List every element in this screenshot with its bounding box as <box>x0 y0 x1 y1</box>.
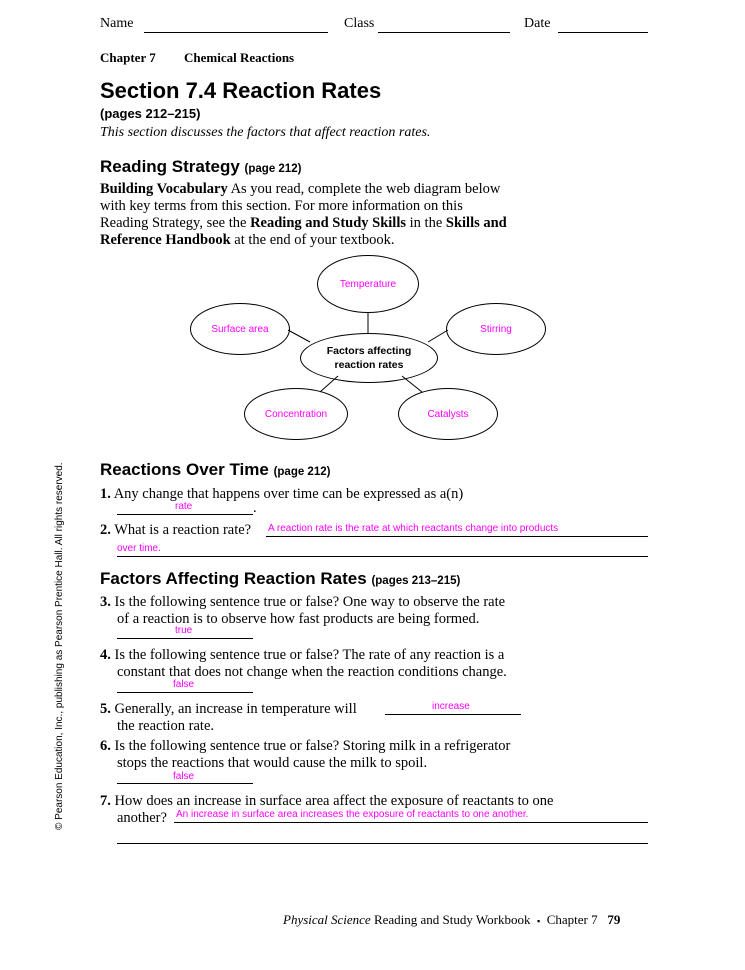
node-catalysts-label: Catalysts <box>427 408 469 420</box>
section-pages: (pages 212–215) <box>100 106 201 121</box>
question-1 <box>100 486 463 503</box>
q2-answer-line-1[interactable] <box>266 536 648 537</box>
q7-number: 7. <box>100 793 111 809</box>
node-temperature[interactable] <box>317 255 419 313</box>
q6-answer-line[interactable] <box>117 783 253 784</box>
q4-answer: false <box>173 679 195 690</box>
q5-answer: increase <box>432 701 470 712</box>
question-5 <box>100 701 357 735</box>
section-title: Section 7.4 Reaction Rates <box>100 78 382 103</box>
rot-title: Reactions Over Time <box>100 460 269 479</box>
question-3 <box>100 594 505 628</box>
factors-heading <box>100 569 460 589</box>
node-temperature-label: Temperature <box>339 278 397 290</box>
reading-strategy-title: Reading Strategy <box>100 157 240 176</box>
q5-number: 5. <box>100 701 111 717</box>
q7-line2: another? <box>117 810 167 826</box>
q4-line1: Is the following sentence true or false? The rate of any reaction is a <box>114 647 505 663</box>
node-concentration[interactable] <box>244 388 348 440</box>
node-catalysts[interactable] <box>398 388 498 440</box>
page-footer <box>283 912 620 928</box>
node-stirring[interactable] <box>446 303 546 355</box>
question-2 <box>100 522 251 539</box>
q7-answer: An increase in surface area increases the exposure of reactants to one another. <box>176 809 529 820</box>
node-stirring-label: Stirring <box>480 323 512 335</box>
q2-answer-line-2[interactable] <box>117 556 648 557</box>
q6-answer: false <box>173 771 195 782</box>
class-label: Class <box>344 16 375 31</box>
q1-answer-line[interactable] <box>117 514 253 515</box>
factors-page-ref: (pages 213–215) <box>371 575 461 587</box>
rs-text2: with key terms from this section. For more information on this <box>100 198 463 214</box>
rs-bold3: Skills and <box>445 215 507 231</box>
q3-answer-line[interactable] <box>117 638 253 639</box>
q4-number: 4. <box>100 647 111 663</box>
q7-answer-line-1[interactable] <box>174 822 648 823</box>
q2-answer-2: over time. <box>117 543 161 554</box>
center-line2: reaction rates <box>334 359 404 371</box>
rs-text4: in the <box>409 215 443 231</box>
q6-line1: Is the following sentence true or false? Storing milk in a refrigerator <box>114 738 511 754</box>
copyright-notice: © Pearson Education, Inc., publishing as Pearson Prentice Hall. All rights reserved. <box>54 462 65 830</box>
node-surface-area-label: Surface area <box>211 323 269 335</box>
reactions-over-time-heading <box>100 460 330 480</box>
rs-bold2: Reading and Study Skills <box>250 215 407 231</box>
footer-bullet: ▪ <box>536 916 541 926</box>
node-center <box>300 333 438 383</box>
question-4 <box>100 647 507 681</box>
bold-lead: Building Vocabulary <box>100 181 228 197</box>
footer-book-italic: Physical Science <box>283 912 371 927</box>
node-center-label <box>327 344 412 372</box>
q4-answer-line[interactable] <box>117 692 253 693</box>
page-number: 79 <box>607 912 621 927</box>
q3-line2: of a reaction is to observe how fast products are being formed. <box>117 611 480 627</box>
factors-title: Factors Affecting Reaction Rates <box>100 569 367 588</box>
rs-text5: at the end of your textbook. <box>234 232 395 248</box>
node-concentration-label: Concentration <box>264 408 328 420</box>
q2-number: 2. <box>100 522 111 538</box>
question-6 <box>100 738 510 772</box>
q1-text: Any change that happens over time can be expressed as a(n) <box>113 486 464 502</box>
rs-bold4: Reference Handbook <box>100 232 231 248</box>
q7-line1: How does an increase in surface area affect the exposure of reactants to one <box>114 793 554 809</box>
q5-answer-line[interactable] <box>385 714 521 715</box>
rs-text3: Reading Strategy, see the <box>100 215 247 231</box>
q2-text: What is a reaction rate? <box>114 522 252 538</box>
q6-number: 6. <box>100 738 111 754</box>
rs-text1: As you read, complete the web diagram below <box>230 181 501 197</box>
footer-chapter: Chapter 7 <box>546 912 598 927</box>
node-surface-area[interactable] <box>190 303 290 355</box>
center-line1: Factors affecting <box>326 345 412 357</box>
chapter-title: Chemical Reactions <box>184 50 295 65</box>
q7-answer-line-2[interactable] <box>117 843 648 844</box>
q3-line1: Is the following sentence true or false? One way to observe the rate <box>114 594 506 610</box>
chapter-number: Chapter 7 <box>100 50 156 65</box>
q3-number: 3. <box>100 594 111 610</box>
q1-answer: rate <box>175 501 193 512</box>
q1-number: 1. <box>100 486 111 502</box>
q5-line2: the reaction rate. <box>117 718 215 734</box>
date-label: Date <box>524 16 551 31</box>
rot-page-ref: (page 212) <box>273 466 331 478</box>
q2-answer-1: A reaction rate is the rate at which reactants change into products <box>268 523 559 534</box>
footer-book-title: Reading and Study Workbook <box>373 912 531 927</box>
name-label: Name <box>100 16 134 31</box>
q6-line2: stops the reactions that would cause the milk to spoil. <box>117 755 428 771</box>
reading-strategy-page-ref: (page 212) <box>244 163 302 175</box>
q1-period: . <box>253 500 257 516</box>
q5-line1: Generally, an increase in temperature will <box>114 701 357 717</box>
q4-line2: constant that does not change when the reaction conditions change. <box>117 664 507 680</box>
q3-answer: true <box>175 625 193 636</box>
diagram-connectors <box>0 0 745 460</box>
section-intro: This section discusses the factors that affect reaction rates. <box>100 125 431 140</box>
